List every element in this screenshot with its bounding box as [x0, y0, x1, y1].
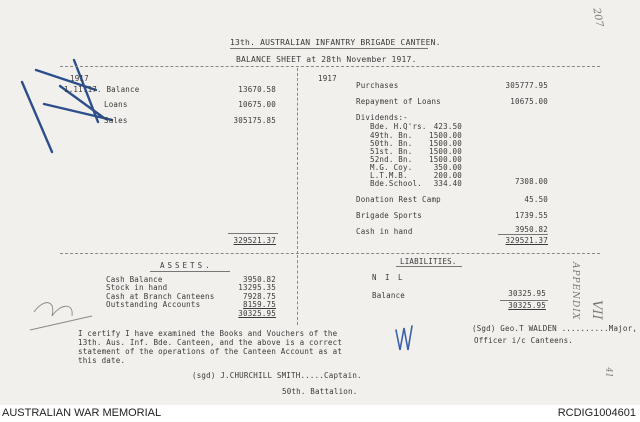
margin-number: 41 — [604, 367, 614, 378]
right-row-amount: 3950.82 — [514, 225, 548, 234]
officer-title: Officer i/c Canteens. — [474, 336, 574, 345]
dividend-amount: 1500.00 — [428, 155, 462, 164]
right-row-amount: 305777.95 — [505, 81, 548, 90]
dividend-label: 49th. Bn. — [370, 131, 413, 140]
assets-heading: ASSETS. — [160, 261, 213, 270]
left-row-amount: 305175.85 — [233, 116, 276, 125]
lower-center-divider — [297, 255, 298, 325]
asset-amount: 3950.82 — [242, 275, 276, 284]
right-row-label: Purchases — [356, 81, 399, 90]
auditor-unit: 50th. Battalion. — [282, 387, 358, 396]
top-rule — [60, 66, 600, 67]
dividend-label: Bde. H.Q'rs. — [370, 122, 427, 131]
auditor-signature: (sgd) J.CHURCHILL SMITH.....Captain. — [192, 371, 362, 380]
left-row-label: Loans — [104, 100, 128, 109]
page-number-corner: 207 — [590, 7, 605, 28]
pencil-initial-scribble-icon — [30, 303, 92, 330]
left-row-label: Sales — [104, 116, 128, 125]
certificate-line: this date. — [78, 356, 126, 365]
liabilities-balance-label: Balance — [372, 291, 406, 300]
asset-amount: 8159.75 — [242, 300, 276, 309]
asset-label: Cash at Branch Canteens — [106, 292, 215, 301]
dividend-amount: 350.00 — [433, 163, 462, 172]
assets-heading-rule — [150, 271, 230, 272]
right-year: 1917 — [318, 74, 337, 83]
dividend-amount: 200.00 — [433, 171, 462, 180]
right-row-amount: 45.50 — [524, 195, 548, 204]
dividend-amount: 334.40 — [433, 179, 462, 188]
left-total-rule — [228, 233, 278, 234]
title-underline — [230, 48, 428, 49]
dividend-label: M.G. Coy. — [370, 163, 413, 172]
footer-credit: AUSTRALIAN WAR MEMORIAL — [2, 407, 162, 419]
appendix-number: VII — [589, 300, 604, 320]
blue-pencil-tick-icon — [22, 60, 112, 152]
dividends-heading: Dividends:- — [356, 113, 408, 122]
middle-rule — [60, 253, 600, 254]
dividend-label: 50th. Bn. — [370, 139, 413, 148]
left-row-amount: 13670.58 — [238, 85, 276, 94]
asset-amount: 13295.35 — [238, 283, 276, 292]
dividend-amount: 1500.00 — [428, 139, 462, 148]
footer-reference: RCDIG1004601 — [557, 407, 636, 419]
document-subtitle: BALANCE SHEET at 28th November 1917. — [236, 55, 417, 64]
left-row-amount: 10675.00 — [238, 100, 276, 109]
right-row-label: Brigade Sports — [356, 211, 423, 220]
right-total: 329521.37 — [505, 236, 548, 245]
asset-label: Stock in hand — [106, 283, 168, 292]
asset-label: Outstanding Accounts — [106, 300, 201, 309]
dividend-label: 51st. Bn. — [370, 147, 413, 156]
liabilities-nil: N I L — [372, 273, 405, 282]
right-row-amount: 1739.55 — [514, 211, 548, 220]
dividends-total: 7308.00 — [514, 177, 548, 186]
major-signature: (Sgd) Geo.T WALDEN ..........Major, — [472, 324, 638, 333]
dividend-amount: 1500.00 — [428, 131, 462, 140]
liabilities-balance-amount: 30325.95 — [508, 289, 546, 298]
certificate-line: I certify I have examined the Books and Vouchers of the — [78, 329, 338, 338]
document-title: 13th. AUSTRALIAN INFANTRY BRIGADE CANTEEN. — [230, 38, 441, 47]
dividend-amount: 423.50 — [433, 122, 462, 131]
dividend-label: L.T.M.B. — [370, 171, 408, 180]
asset-amount: 7928.75 — [242, 292, 276, 301]
center-divider — [297, 68, 298, 254]
dividend-amount: 1500.00 — [428, 147, 462, 156]
appendix-stamp: APPENDIX — [570, 262, 580, 321]
certificate-line: 13th. Aus. Inf. Bde. Canteen, and the above is a correct — [78, 338, 343, 347]
right-row-label: Cash in hand — [356, 227, 413, 236]
right-row-amount: 10675.00 — [510, 97, 548, 106]
blue-ink-initials-icon — [396, 326, 412, 350]
right-row-label: Donation Rest Camp — [356, 195, 441, 204]
dividend-label: 52nd. Bn. — [370, 155, 413, 164]
dividend-label: Bde.School. — [370, 179, 422, 188]
asset-label: Cash Balance — [106, 275, 163, 284]
liabilities-heading: LIABILITIES. — [400, 257, 457, 266]
right-total-rule — [498, 234, 548, 235]
left-year: 1917 — [70, 74, 89, 83]
right-row-label: Repayment of Loans — [356, 97, 441, 106]
liabilities-heading-rule — [396, 266, 462, 267]
liabilities-total: 30325.95 — [508, 301, 546, 310]
certificate-line: statement of the operations of the Canteen Account as at — [78, 347, 343, 356]
left-total: 329521.37 — [233, 236, 276, 245]
left-row-label: 1.11.17. Balance — [64, 85, 140, 94]
assets-total: 30325.95 — [238, 309, 276, 318]
